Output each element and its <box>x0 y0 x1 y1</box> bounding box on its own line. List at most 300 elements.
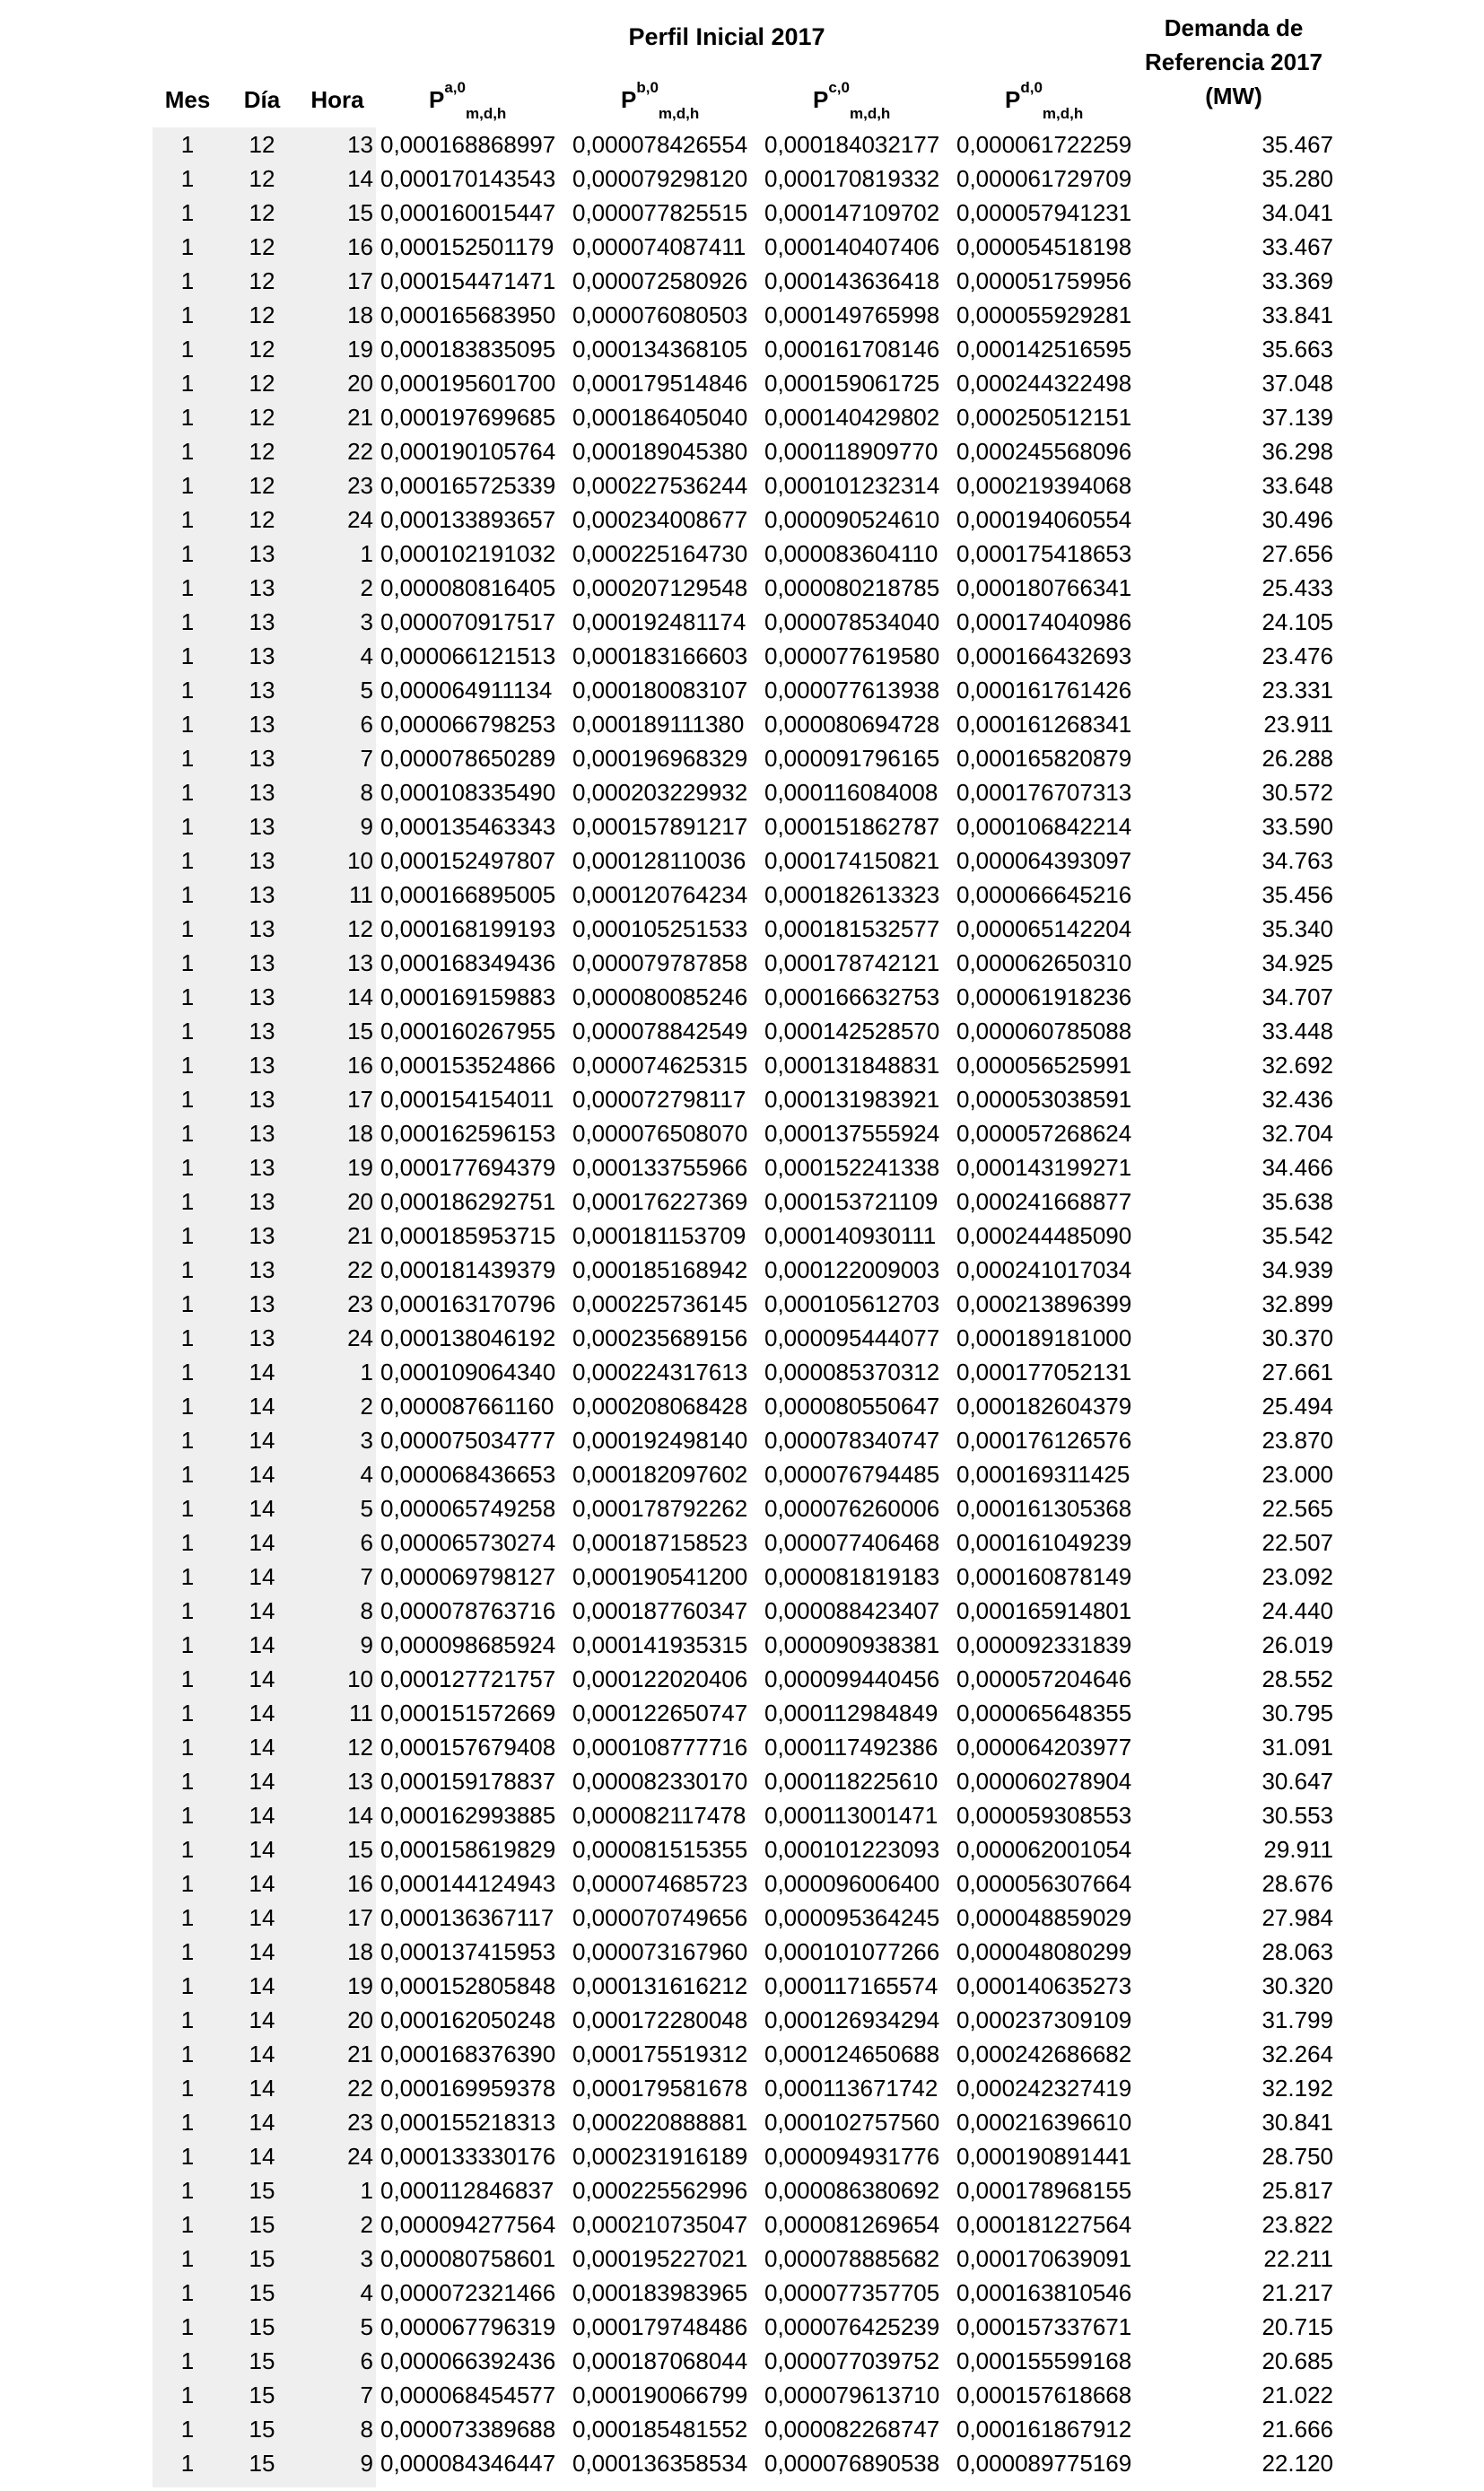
cell-pd: 0,000190891441 <box>956 2143 1132 2170</box>
cell-demanda: 32.692 <box>1261 1052 1333 1079</box>
cell-hora: 17 <box>347 1086 373 1113</box>
cell-pd: 0,000175418653 <box>956 540 1132 567</box>
cell-dia: 12 <box>249 472 275 499</box>
cell-pa: 0,000070917517 <box>380 608 556 635</box>
cell-pa: 0,000078763716 <box>380 1597 556 1624</box>
cell-pc: 0,000076890538 <box>764 2450 940 2477</box>
cell-pd: 0,000060785088 <box>956 1018 1132 1044</box>
cell-demanda: 23.911 <box>1263 711 1333 738</box>
cell-hora: 13 <box>347 949 373 976</box>
cell-pa: 0,000066798253 <box>380 711 556 738</box>
cell-hora: 1 <box>360 1359 373 1385</box>
cell-mes: 1 <box>180 2382 195 2408</box>
cell-pd: 0,000165820879 <box>956 745 1132 772</box>
table-row <box>0 980 1484 1014</box>
cell-pc: 0,000076794485 <box>764 1461 940 1488</box>
cell-pa: 0,000168376390 <box>380 2041 556 2067</box>
cell-pa: 0,000102191032 <box>380 540 556 567</box>
cell-pd: 0,000169311425 <box>956 1461 1130 1488</box>
cell-pb: 0,000185481552 <box>572 2416 748 2443</box>
cell-hora: 9 <box>360 2450 373 2477</box>
cell-dia: 13 <box>249 949 275 976</box>
cell-dia: 13 <box>249 1154 275 1181</box>
cell-pc: 0,000078534040 <box>764 608 940 635</box>
cell-pa: 0,000177694379 <box>380 1154 556 1181</box>
cell-pb: 0,000122650747 <box>572 1700 748 1726</box>
cell-pb: 0,000235689156 <box>572 1324 748 1351</box>
cell-pb: 0,000079298120 <box>572 165 748 192</box>
cell-pb: 0,000176227369 <box>572 1188 748 1215</box>
cell-demanda: 23.822 <box>1261 2211 1333 2238</box>
cell-pb: 0,000078842549 <box>572 1018 748 1044</box>
cell-mes: 1 <box>180 199 195 226</box>
cell-hora: 4 <box>360 642 373 669</box>
cell-pd: 0,000061918236 <box>956 983 1132 1010</box>
cell-hora: 23 <box>347 1290 373 1317</box>
cell-pb: 0,000072798117 <box>572 1086 746 1113</box>
cell-hora: 4 <box>360 1461 373 1488</box>
cell-pc: 0,000101232314 <box>764 472 940 499</box>
cell-pa: 0,000154471471 <box>380 267 556 294</box>
cell-pc: 0,000159061725 <box>764 370 940 397</box>
cell-pa: 0,000163170796 <box>380 1290 556 1317</box>
table-row <box>0 1798 1484 1832</box>
cell-pb: 0,000189111380 <box>572 711 745 738</box>
cell-pc: 0,000170819332 <box>764 165 940 192</box>
cell-mes: 1 <box>180 2041 195 2067</box>
cell-pc: 0,000078340747 <box>764 1427 940 1454</box>
cell-pc: 0,000122009003 <box>764 1256 940 1283</box>
cell-pd: 0,000142516595 <box>956 336 1132 363</box>
cell-demanda: 21.022 <box>1261 2382 1333 2408</box>
cell-pd: 0,000170639091 <box>956 2245 1132 2272</box>
cell-mes: 1 <box>180 1324 195 1351</box>
cell-pa: 0,000133330176 <box>380 2143 556 2170</box>
cell-pa: 0,000183835095 <box>380 336 556 363</box>
cell-pd: 0,000176126576 <box>956 1427 1132 1454</box>
cell-pb: 0,000227536244 <box>572 472 748 499</box>
cell-pd: 0,000181227564 <box>956 2211 1132 2238</box>
cell-pd: 0,000065648355 <box>956 1700 1132 1726</box>
cell-mes: 1 <box>180 1904 195 1931</box>
cell-demanda: 30.320 <box>1261 1972 1333 1999</box>
cell-dia: 15 <box>249 2382 275 2408</box>
table-row <box>0 503 1484 537</box>
cell-pd: 0,000163810546 <box>956 2279 1132 2306</box>
cell-hora: 8 <box>360 2416 373 2443</box>
table-row <box>0 912 1484 946</box>
cell-demanda: 33.369 <box>1261 267 1333 294</box>
cell-mes: 1 <box>180 2347 195 2374</box>
cell-pa: 0,000109064340 <box>380 1359 556 1385</box>
cell-pb: 0,000192498140 <box>572 1427 748 1454</box>
cell-pa: 0,000078650289 <box>380 745 556 772</box>
cell-dia: 13 <box>249 813 275 840</box>
cell-pa: 0,000195601700 <box>380 370 556 397</box>
cell-hora: 22 <box>347 2075 373 2102</box>
cell-pc: 0,000140930111 <box>764 1222 937 1249</box>
cell-mes: 1 <box>180 1563 195 1590</box>
cell-hora: 20 <box>347 1188 373 1215</box>
cell-pc: 0,000082268747 <box>764 2416 940 2443</box>
cell-pa: 0,000162596153 <box>380 1120 556 1147</box>
cell-pc: 0,000181532577 <box>764 915 940 942</box>
cell-hora: 17 <box>347 1904 373 1931</box>
cell-demanda: 25.433 <box>1261 574 1333 601</box>
cell-pa: 0,000166895005 <box>380 881 556 908</box>
table-row <box>0 400 1484 434</box>
cell-dia: 13 <box>249 1188 275 1215</box>
table-row <box>0 605 1484 639</box>
cell-demanda: 37.048 <box>1261 370 1333 397</box>
cell-pb: 0,000082117478 <box>572 1802 746 1829</box>
cell-pd: 0,000174040986 <box>956 608 1132 635</box>
cell-hora: 5 <box>360 1495 373 1522</box>
cell-demanda: 33.648 <box>1261 472 1333 499</box>
cell-pb: 0,000187760347 <box>572 1597 748 1624</box>
cell-dia: 13 <box>249 642 275 669</box>
cell-demanda: 35.456 <box>1261 881 1333 908</box>
cell-pa: 0,000068436653 <box>380 1461 556 1488</box>
cell-pd: 0,000161049239 <box>956 1529 1132 1556</box>
cell-dia: 12 <box>249 336 275 363</box>
table-row <box>0 1321 1484 1355</box>
col-header-pa-p: P <box>429 86 445 113</box>
cell-demanda: 24.440 <box>1261 1597 1333 1624</box>
cell-pd: 0,000242686682 <box>956 2041 1132 2067</box>
cell-pa: 0,000160015447 <box>380 199 556 226</box>
cell-dia: 14 <box>249 1768 275 1795</box>
table-row <box>0 2310 1484 2344</box>
cell-hora: 20 <box>347 370 373 397</box>
cell-demanda: 30.841 <box>1261 2109 1333 2136</box>
cell-pc: 0,000101077266 <box>764 1938 940 1965</box>
cell-pd: 0,000161268341 <box>956 711 1132 738</box>
cell-pc: 0,000077357705 <box>764 2279 940 2306</box>
cell-dia: 14 <box>249 2075 275 2102</box>
cell-hora: 3 <box>360 1427 373 1454</box>
table-row <box>0 2344 1484 2378</box>
cell-pd: 0,000140635273 <box>956 1972 1132 1999</box>
cell-mes: 1 <box>180 2416 195 2443</box>
cell-mes: 1 <box>180 2313 195 2340</box>
cell-pd: 0,000054518198 <box>956 233 1132 260</box>
cell-mes: 1 <box>180 1120 195 1147</box>
cell-pc: 0,000116084008 <box>764 779 938 806</box>
cell-dia: 14 <box>249 1904 275 1931</box>
cell-demanda: 35.467 <box>1261 131 1333 158</box>
cell-hora: 14 <box>347 1802 373 1829</box>
cell-pb: 0,000234008677 <box>572 506 748 533</box>
cell-pb: 0,000070749656 <box>572 1904 748 1931</box>
cell-demanda: 26.019 <box>1261 1631 1333 1658</box>
cell-pc: 0,000166632753 <box>764 983 940 1010</box>
cell-pb: 0,000225164730 <box>572 540 748 567</box>
cell-demanda: 32.436 <box>1261 1086 1333 1113</box>
cell-hora: 7 <box>360 2382 373 2408</box>
cell-mes: 1 <box>180 1222 195 1249</box>
cell-demanda: 27.661 <box>1261 1359 1333 1385</box>
cell-mes: 1 <box>180 2075 195 2102</box>
cell-pa: 0,000137415953 <box>380 1938 556 1965</box>
col-header-pb-sub: m,d,h <box>658 105 700 123</box>
cell-dia: 15 <box>249 2245 275 2272</box>
cell-pd: 0,000245568096 <box>956 438 1132 465</box>
cell-hora: 15 <box>347 1836 373 1863</box>
table-row <box>0 196 1484 230</box>
cell-dia: 14 <box>249 1665 275 1692</box>
cell-pd: 0,000241668877 <box>956 1188 1132 1215</box>
cell-pc: 0,000095444077 <box>764 1324 940 1351</box>
cell-pa: 0,000069798127 <box>380 1563 556 1590</box>
table-row <box>0 1901 1484 1935</box>
cell-pd: 0,000064203977 <box>956 1734 1132 1761</box>
cell-pd: 0,000182604379 <box>956 1393 1132 1420</box>
cell-mes: 1 <box>180 165 195 192</box>
cell-dia: 15 <box>249 2279 275 2306</box>
cell-demanda: 22.120 <box>1261 2450 1333 2477</box>
cell-dia: 13 <box>249 1052 275 1079</box>
cell-pd: 0,000048080299 <box>956 1938 1132 1965</box>
col-header-pc-sup: c,0 <box>828 79 850 96</box>
cell-mes: 1 <box>180 1529 195 1556</box>
table-row <box>0 1219 1484 1253</box>
cell-pa: 0,000157679408 <box>380 1734 556 1761</box>
cell-pc: 0,000090938381 <box>764 1631 940 1658</box>
cell-pd: 0,000178968155 <box>956 2177 1132 2204</box>
cell-hora: 10 <box>347 847 373 874</box>
cell-pb: 0,000136358534 <box>572 2450 748 2477</box>
table-row <box>0 1662 1484 1696</box>
cell-pd: 0,000056307664 <box>956 1870 1132 1897</box>
cell-demanda: 22.211 <box>1263 2245 1333 2272</box>
cell-pd: 0,000057941231 <box>956 199 1132 226</box>
cell-hora: 9 <box>360 813 373 840</box>
cell-dia: 14 <box>249 1870 275 1897</box>
cell-pa: 0,000072321466 <box>380 2279 556 2306</box>
col-header-pd-sub: m,d,h <box>1042 105 1084 123</box>
cell-dia: 12 <box>249 233 275 260</box>
table-row <box>0 332 1484 366</box>
cell-pd: 0,000242327419 <box>956 2075 1132 2102</box>
cell-dia: 13 <box>249 847 275 874</box>
cell-demanda: 23.092 <box>1261 1563 1333 1590</box>
cell-pc: 0,000076260006 <box>764 1495 940 1522</box>
cell-pc: 0,000077613938 <box>764 677 940 704</box>
cell-demanda: 34.763 <box>1261 847 1333 874</box>
cell-demanda: 32.192 <box>1261 2075 1333 2102</box>
cell-demanda: 34.466 <box>1261 1154 1333 1181</box>
cell-pb: 0,000178792262 <box>572 1495 748 1522</box>
cell-pa: 0,000080758601 <box>380 2245 556 2272</box>
cell-mes: 1 <box>180 2211 195 2238</box>
cell-pc: 0,000184032177 <box>764 131 940 158</box>
cell-pc: 0,000140407406 <box>764 233 940 260</box>
table-row <box>0 230 1484 264</box>
cell-pc: 0,000153721109 <box>764 1188 938 1215</box>
cell-pd: 0,000053038591 <box>956 1086 1132 1113</box>
cell-mes: 1 <box>180 2109 195 2136</box>
cell-dia: 12 <box>249 199 275 226</box>
cell-pb: 0,000225736145 <box>572 1290 748 1317</box>
cell-dia: 14 <box>249 1529 275 1556</box>
cell-pb: 0,000180083107 <box>572 677 748 704</box>
table-row <box>0 1048 1484 1082</box>
table-row <box>0 843 1484 878</box>
cell-demanda: 35.280 <box>1261 165 1333 192</box>
cell-dia: 14 <box>249 1563 275 1590</box>
cell-mes: 1 <box>180 1802 195 1829</box>
cell-pa: 0,000098685924 <box>380 1631 556 1658</box>
cell-pa: 0,000087661160 <box>380 1393 554 1420</box>
cell-pa: 0,000181439379 <box>380 1256 556 1283</box>
cell-dia: 14 <box>249 2109 275 2136</box>
cell-pb: 0,000128110036 <box>572 847 746 874</box>
cell-pc: 0,000088423407 <box>764 1597 940 1624</box>
cell-dia: 14 <box>249 1427 275 1454</box>
cell-dia: 14 <box>249 1836 275 1863</box>
table-row <box>0 2071 1484 2105</box>
cell-dia: 12 <box>249 370 275 397</box>
cell-pc: 0,000118909770 <box>764 438 938 465</box>
cell-demanda: 37.139 <box>1261 404 1333 431</box>
cell-dia: 15 <box>249 2347 275 2374</box>
table-row <box>0 2105 1484 2139</box>
cell-hora: 6 <box>360 711 373 738</box>
cell-pd: 0,000165914801 <box>956 1597 1132 1624</box>
cell-hora: 2 <box>360 2211 373 2238</box>
cell-pd: 0,000056525991 <box>956 1052 1132 1079</box>
table-row <box>0 1287 1484 1321</box>
cell-demanda: 34.925 <box>1261 949 1333 976</box>
col-header-hora: Hora <box>310 86 364 113</box>
cell-demanda: 35.638 <box>1261 1188 1333 1215</box>
cell-dia: 14 <box>249 1359 275 1385</box>
cell-mes: 1 <box>180 1495 195 1522</box>
cell-pc: 0,000081269654 <box>764 2211 940 2238</box>
cell-demanda: 32.899 <box>1261 1290 1333 1317</box>
cell-dia: 14 <box>249 1393 275 1420</box>
cell-pb: 0,000079787858 <box>572 949 748 976</box>
cell-mes: 1 <box>180 472 195 499</box>
cell-demanda: 28.552 <box>1261 1665 1333 1692</box>
cell-dia: 13 <box>249 1120 275 1147</box>
table-row <box>0 2003 1484 2037</box>
cell-pc: 0,000105612703 <box>764 1290 940 1317</box>
cell-demanda: 35.663 <box>1261 336 1333 363</box>
table-row <box>0 1491 1484 1525</box>
cell-pd: 0,000213896399 <box>956 1290 1132 1317</box>
cell-pd: 0,000216396610 <box>956 2109 1132 2136</box>
cell-pd: 0,000106842214 <box>956 813 1132 840</box>
cell-mes: 1 <box>180 2177 195 2204</box>
cell-pb: 0,000183983965 <box>572 2279 748 2306</box>
cell-mes: 1 <box>180 336 195 363</box>
cell-pc: 0,000091796165 <box>764 745 940 772</box>
cell-pc: 0,000077406468 <box>764 1529 940 1556</box>
cell-pd: 0,000157337671 <box>956 2313 1132 2340</box>
cell-pb: 0,000196968329 <box>572 745 748 772</box>
cell-hora: 4 <box>360 2279 373 2306</box>
cell-demanda: 30.572 <box>1261 779 1333 806</box>
cell-pb: 0,000076508070 <box>572 1120 748 1147</box>
cell-mes: 1 <box>180 711 195 738</box>
table-row <box>0 1389 1484 1423</box>
cell-demanda: 30.496 <box>1261 506 1333 533</box>
cell-mes: 1 <box>180 438 195 465</box>
cell-dia: 12 <box>249 131 275 158</box>
cell-hora: 19 <box>347 336 373 363</box>
table-row <box>0 1457 1484 1491</box>
cell-pa: 0,000066121513 <box>380 642 556 669</box>
cell-pa: 0,000144124943 <box>380 1870 556 1897</box>
table-row <box>0 741 1484 775</box>
cell-pb: 0,000189045380 <box>572 438 748 465</box>
col-header-pb-p: P <box>621 86 637 113</box>
cell-mes: 1 <box>180 302 195 328</box>
cell-pa: 0,000080816405 <box>380 574 556 601</box>
cell-demanda: 21.666 <box>1261 2416 1333 2443</box>
cell-pc: 0,000083604110 <box>764 540 938 567</box>
cell-pc: 0,000147109702 <box>764 199 940 226</box>
cell-pd: 0,000237309109 <box>956 2006 1132 2033</box>
cell-pd: 0,000241017034 <box>956 1256 1132 1283</box>
cell-hora: 6 <box>360 1529 373 1556</box>
cell-hora: 9 <box>360 1631 373 1658</box>
cell-demanda: 33.467 <box>1261 233 1333 260</box>
cell-pb: 0,000181153709 <box>572 1222 746 1249</box>
cell-pd: 0,000064393097 <box>956 847 1132 874</box>
cell-pc: 0,000151862787 <box>764 813 940 840</box>
cell-pc: 0,000101223093 <box>764 1836 940 1863</box>
cell-dia: 13 <box>249 915 275 942</box>
cell-mes: 1 <box>180 1700 195 1726</box>
demand-header-line3: (MW) <box>1205 83 1262 109</box>
cell-pc: 0,000079613710 <box>764 2382 940 2408</box>
cell-pa: 0,000066392436 <box>380 2347 556 2374</box>
cell-mes: 1 <box>180 677 195 704</box>
cell-hora: 11 <box>349 1700 373 1726</box>
cell-pb: 0,000074087411 <box>572 233 746 260</box>
cell-demanda: 23.476 <box>1261 642 1333 669</box>
cell-pb: 0,000190066799 <box>572 2382 748 2408</box>
cell-demanda: 34.707 <box>1261 983 1333 1010</box>
cell-hora: 19 <box>347 1972 373 1999</box>
cell-demanda: 29.911 <box>1263 1836 1333 1863</box>
cell-pb: 0,000182097602 <box>572 1461 748 1488</box>
cell-demanda: 32.704 <box>1261 1120 1333 1147</box>
table-row <box>0 1935 1484 1969</box>
cell-pb: 0,000186405040 <box>572 404 748 431</box>
cell-pc: 0,000099440456 <box>764 1665 940 1692</box>
cell-pd: 0,000059308553 <box>956 1802 1132 1829</box>
cell-dia: 13 <box>249 745 275 772</box>
table-row <box>0 2446 1484 2480</box>
cell-pd: 0,000061729709 <box>956 165 1132 192</box>
cell-pb: 0,000185168942 <box>572 1256 748 1283</box>
col-header-pc <box>813 79 891 123</box>
cell-dia: 13 <box>249 1086 275 1113</box>
cell-hora: 6 <box>360 2347 373 2374</box>
cell-dia: 12 <box>249 165 275 192</box>
cell-demanda: 28.676 <box>1261 1870 1333 1897</box>
cell-pc: 0,000137555924 <box>764 1120 940 1147</box>
cell-mes: 1 <box>180 2450 195 2477</box>
table-row <box>0 127 1484 162</box>
cell-pd: 0,000065142204 <box>956 915 1132 942</box>
cell-pc: 0,000081819183 <box>764 1563 940 1590</box>
cell-dia: 13 <box>249 677 275 704</box>
